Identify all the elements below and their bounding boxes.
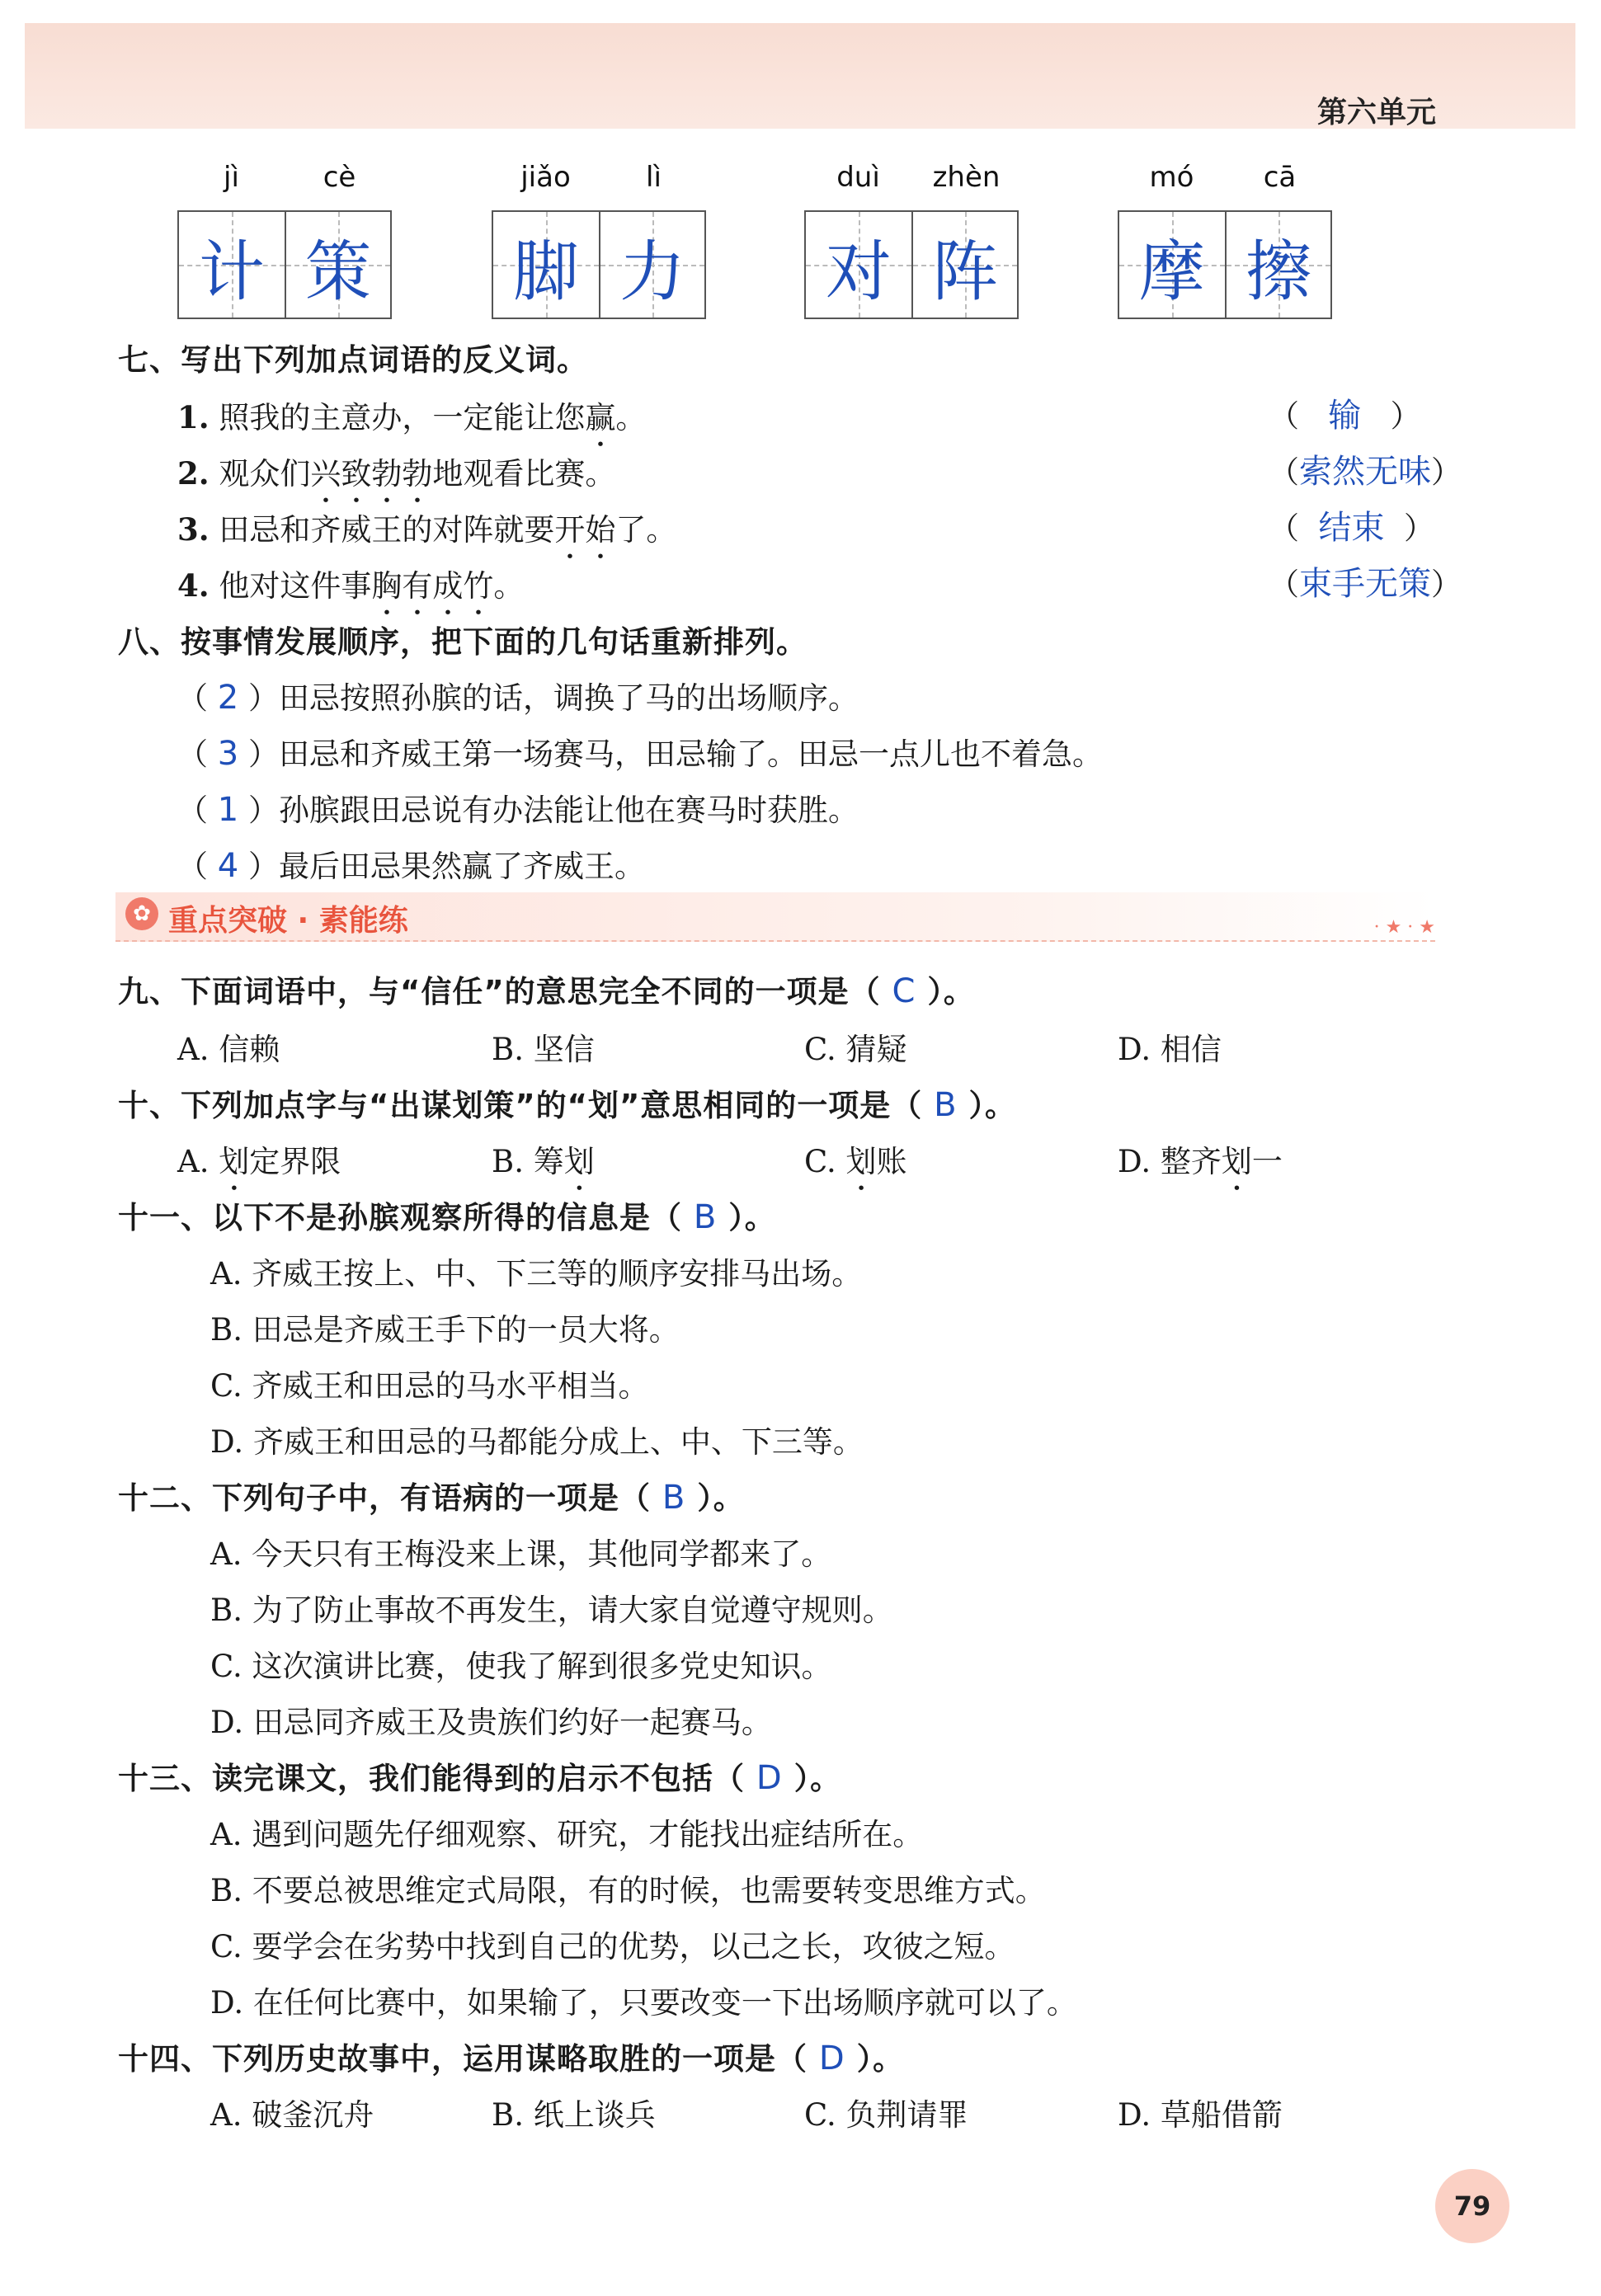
item-text: 了。 <box>615 512 677 548</box>
q14-title <box>118 2034 904 2078</box>
item-text: 照我的主意办，一定能让您 <box>219 400 586 435</box>
q7-answer-3: （ 结束 ） <box>1269 509 1435 547</box>
question-text: 九、下面词语中，与“信任”的意思完全不同的一项是（ <box>118 974 881 1009</box>
option-text: 定界限 <box>249 1144 341 1179</box>
q14-option-b: B. 纸上谈兵 <box>492 2097 656 2133</box>
q7-item-2 <box>177 449 615 510</box>
option-label: C. <box>804 1144 836 1179</box>
dotted-word: 赢 <box>585 400 616 435</box>
pinyin: mó <box>1149 161 1194 194</box>
answer-text: 束手无策 <box>1299 565 1431 603</box>
q9-option-c: C. 猜疑 <box>804 1032 907 1067</box>
question-text: ）。 <box>793 1761 842 1796</box>
dotted-char: 划 <box>845 1144 877 1179</box>
pinyin: lì <box>646 161 662 194</box>
option-text: 一 <box>1251 1144 1283 1179</box>
q12-option-a: A. 今天只有王梅没来上课，其他同学都来了。 <box>210 1536 832 1572</box>
answer-text: D <box>818 2040 845 2077</box>
q9-option-d: D. 相信 <box>1118 1032 1222 1067</box>
q14-option-a: A. 破釜沉舟 <box>210 2097 374 2133</box>
item-text: 地观看比赛。 <box>432 456 616 492</box>
option-text: 筹 <box>533 1144 564 1179</box>
question-text: 十三、读完课文，我们能得到的启示不包括（ <box>118 1761 745 1796</box>
section-title: 重点突破 · 素能练 <box>168 904 408 938</box>
pinyin: duì <box>836 161 880 194</box>
answer-text: 3 <box>217 735 239 773</box>
question-text: ）。 <box>856 2041 905 2077</box>
q8-item-1: （ 2 ）田忌按照孙膑的话，调换了马的出场顺序。 <box>177 679 859 717</box>
q14-option-c: C. 负荆请罪 <box>804 2097 968 2133</box>
tianzige-grid <box>804 210 1019 319</box>
dotted-char: 划 <box>1221 1144 1252 1179</box>
question-text: ）。 <box>697 1480 745 1516</box>
q11-option-d: D. 齐威王和田忌的马都能分成上、中、下三等。 <box>210 1424 864 1460</box>
q13-title <box>118 1753 841 1798</box>
question-text: ）。 <box>728 1200 776 1235</box>
answer-text: 2 <box>217 679 239 717</box>
dotted-word: 胸有成竹 <box>371 568 494 604</box>
q11-option-b: B. 田忌是齐威王手下的一员大将。 <box>210 1312 680 1348</box>
q9-title <box>118 967 975 1011</box>
item-text: 他对这件事 <box>219 568 372 604</box>
unit-title: 第六单元 <box>1316 96 1436 129</box>
q11-title <box>118 1193 776 1237</box>
question-text: ）。 <box>968 1088 1017 1123</box>
pinyin: cè <box>323 161 356 194</box>
answer-text: 结束 <box>1318 509 1385 547</box>
q14-option-d: D. 草船借箭 <box>1118 2097 1283 2133</box>
q8-item-2: （ 3 ）田忌和齐威王第一场赛马，田忌输了。田忌一点儿也不着急。 <box>177 735 1103 773</box>
q13-option-b: B. 不要总被思维定式局限，有的时候，也需要转变思维方式。 <box>210 1873 1046 1908</box>
answer-text: 输 <box>1328 397 1362 435</box>
q10-option-c <box>804 1136 907 1197</box>
page-number: 79 <box>1435 2169 1509 2243</box>
item-text: 。 <box>615 400 647 435</box>
answer-text: B <box>934 1086 958 1124</box>
pinyin: jì <box>224 161 239 194</box>
flower-icon: ✿ <box>125 897 158 930</box>
answer-text: B <box>693 1198 718 1236</box>
item-text: 田忌和齐威王的对阵就要 <box>219 512 555 548</box>
q13-option-c: C. 要学会在劣势中找到自己的优势，以己之长，攻彼之短。 <box>210 1929 1015 1964</box>
stars-icon: · ★ · ★ <box>1373 917 1435 938</box>
option-label: A. <box>177 1144 210 1179</box>
q12-option-b: B. 为了防止事故不再发生，请大家自觉遵守规则。 <box>210 1593 893 1628</box>
item-number: 4. <box>177 567 210 604</box>
answer-text: 1 <box>217 791 239 829</box>
q7-answer-2: （索然无味） <box>1269 453 1462 491</box>
q10-option-d <box>1118 1136 1283 1197</box>
q13-option-a: A. 遇到问题先仔细观察、研究，才能找出症结所在。 <box>210 1817 924 1852</box>
q7-answer-4: （束手无策） <box>1269 565 1462 603</box>
answer-text: C <box>892 972 916 1010</box>
q12-option-d: D. 田忌同齐威王及贵族们约好一起赛马。 <box>210 1705 772 1740</box>
q7-answer-1: （ 输 ） <box>1269 397 1421 435</box>
pinyin: cā <box>1263 161 1297 194</box>
tianzige-grid <box>492 210 706 319</box>
tianzige-grid <box>1118 210 1332 319</box>
option-label: B. <box>492 1144 524 1179</box>
dotted-char: 划 <box>563 1144 595 1179</box>
item-text: 观众们 <box>219 456 311 492</box>
hanzi: 摩 <box>1139 233 1205 310</box>
q11-option-c: C. 齐威王和田忌的马水平相当。 <box>210 1368 649 1404</box>
option-text: 账 <box>876 1144 907 1179</box>
q9-option-b: B. 坚信 <box>492 1032 595 1067</box>
question-text: 十、下列加点字与“出谋划策”的“划”意思相同的一项是（ <box>118 1088 923 1123</box>
answer-text: 索然无味 <box>1299 453 1431 491</box>
q7-item-4 <box>177 561 524 622</box>
hanzi: 力 <box>619 233 685 310</box>
q12-option-c: C. 这次演讲比赛，使我了解到很多党史知识。 <box>210 1649 832 1684</box>
item-text: 田忌和齐威王第一场赛马，田忌输了。田忌一点儿也不着急。 <box>278 736 1103 772</box>
item-text: 最后田忌果然赢了齐威王。 <box>278 849 645 884</box>
dotted-word: 兴致勃勃 <box>310 456 433 492</box>
hanzi: 阵 <box>932 233 998 310</box>
q8-item-4: （ 4 ）最后田忌果然赢了齐威王。 <box>177 847 645 885</box>
answer-text: 4 <box>217 847 239 885</box>
item-text: 田忌按照孙膑的话，调换了马的出场顺序。 <box>278 680 859 716</box>
q11-option-a: A. 齐威王按上、中、下三等的顺序安排马出场。 <box>210 1256 863 1292</box>
q10-title <box>118 1080 1016 1125</box>
question-text: 十二、下列句子中，有语病的一项是（ <box>118 1480 651 1516</box>
section-banner <box>115 892 1435 943</box>
item-text: 。 <box>493 568 525 604</box>
question-text: ）。 <box>927 974 975 1009</box>
q7-item-3 <box>177 505 676 566</box>
q9-option-a: A. 信赖 <box>177 1032 280 1067</box>
item-number: 2. <box>177 455 210 492</box>
q10-option-a <box>177 1136 341 1197</box>
item-text: 孙膑跟田忌说有办法能让他在赛马时获胜。 <box>278 793 859 828</box>
q13-option-d: D. 在任何比赛中，如果输了，只要改变一下出场顺序就可以了。 <box>210 1985 1077 2021</box>
hanzi: 策 <box>305 233 371 310</box>
q7-title: 七、写出下列加点词语的反义词。 <box>118 342 588 378</box>
q10-option-b <box>492 1136 595 1197</box>
q12-title <box>118 1473 745 1517</box>
hanzi: 擦 <box>1245 233 1311 310</box>
answer-text: D <box>756 1759 783 1797</box>
dotted-char: 划 <box>219 1144 250 1179</box>
q8-item-3: （ 1 ）孙膑跟田忌说有办法能让他在赛马时获胜。 <box>177 791 859 829</box>
question-text: 十四、下列历史故事中，运用谋略取胜的一项是（ <box>118 2041 808 2077</box>
option-text: 整齐 <box>1160 1144 1222 1179</box>
option-label: D. <box>1118 1144 1151 1179</box>
pinyin: jiǎo <box>520 161 571 194</box>
item-number: 1. <box>177 399 210 435</box>
q7-item-1 <box>177 393 646 454</box>
dotted-word: 开始 <box>554 512 616 548</box>
answer-text: B <box>662 1479 686 1517</box>
tianzige-grid <box>177 210 392 319</box>
pinyin: zhèn <box>932 161 1001 194</box>
hanzi: 脚 <box>513 233 579 310</box>
item-number: 3. <box>177 511 210 548</box>
hanzi: 计 <box>199 233 265 310</box>
question-text: 十一、以下不是孙膑观察所得的信息是（ <box>118 1200 682 1235</box>
q8-title: 八、按事情发展顺序，把下面的几句话重新排列。 <box>118 624 808 660</box>
hanzi: 对 <box>826 233 892 310</box>
